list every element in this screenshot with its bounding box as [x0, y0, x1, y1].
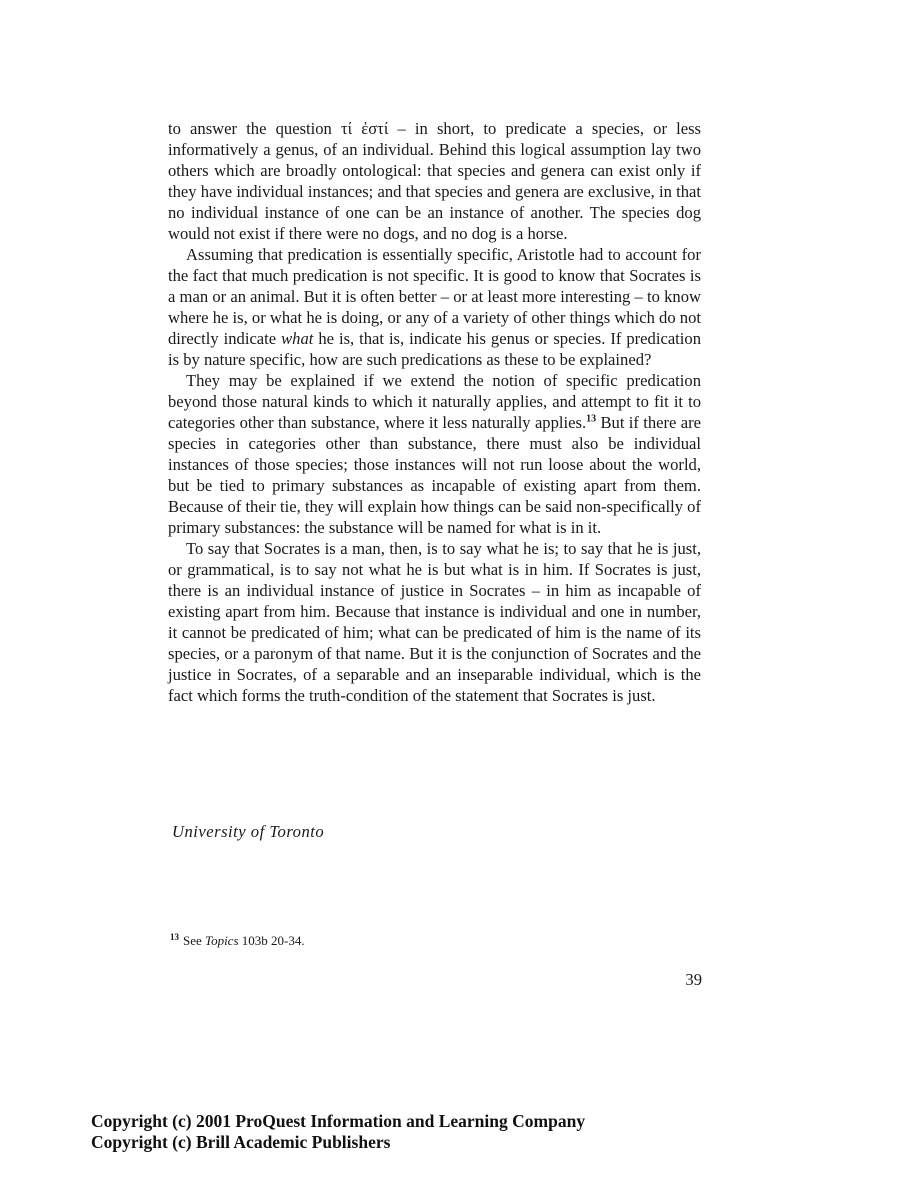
copyright-line-1: Copyright (c) 2001 ProQuest Information and Learning Company — [91, 1111, 586, 1131]
paragraph-text: – in short, to predicate a species, or less informatively a genus, of an individual. Behind this logical assumption lay two others which are broadly ontological: that species and genera can exist only if they have individual instances; and that species and genera are exclusive, in that no individual instance of one can be an instance of another. The species dog would not exist if there were no dogs, and no dog is a horse. — [168, 119, 702, 243]
paragraph-text: he is, that is, indicate his genus or species. If predication is by nature specific, how are such predications as these to be explained? — [168, 329, 701, 369]
paragraph-text: They may be explained if we extend the notion of specific predication beyond those natural kinds to which it naturally applies, and attempt to fit it to categories other than substance, where it less naturally applies. — [168, 371, 701, 432]
copyright-line-2: Copyright (c) Brill Academic Publishers — [91, 1132, 391, 1152]
footnote-locator: 103b 20-34. — [238, 933, 305, 948]
paragraph-text: to answer the question — [168, 119, 341, 138]
footnote-reference: 13 — [586, 413, 597, 425]
body-paragraph — [168, 370, 701, 538]
body-paragraph — [168, 118, 701, 244]
footnote — [170, 932, 305, 950]
emphasis-text: what — [281, 329, 314, 348]
paragraph-text: To say that Socrates is a man, then, is to say what he is; to say that he is just, or grammatical, is to say not what he is but what is in him. If Socrates is just, there is an individual instance of justice in Socrates – in him as incapable of existing apart from him. Because that instance is individual and one in number, it cannot be predicated of him; what can be predicated of him is the name of its species, or a paronym of that name. But it is the conjunction of Socrates and the justice in Socrates, of a separable and an inseparable individual, which is the fact which forms the truth-condition of the statement that Socrates is just. — [168, 539, 701, 705]
body-paragraph — [168, 538, 701, 706]
greek-phrase: τί ἐστί — [340, 119, 389, 138]
paragraph-text: But if there are species in categories other than substance, there must also be individual instances of those species; those instances will not run loose about the world, but be tied to primary substances as incapable of existing apart from them. Because of their tie, they will explain how things can be said non-specifically of primary substances: the substance will be named for what is in it. — [168, 413, 702, 537]
page-number: 39 — [685, 970, 702, 989]
footnote-prefix: See — [183, 933, 206, 948]
body-paragraph — [168, 244, 701, 370]
footnote-number: 13 — [170, 931, 179, 942]
body-text — [168, 118, 701, 706]
paragraph-text: Assuming that predication is essentially specific, Aristotle had to account for the fact that much predication is not specific. It is good to know that Socrates is a man or an animal. But it is often better – or at least more interesting – to know where he is, or what he is doing, or any of a variety of other things which do not directly indicate — [168, 245, 701, 348]
author-affiliation: University of Toronto — [172, 822, 325, 841]
copyright-notice — [91, 1111, 585, 1153]
footnote-work-title: Topics — [205, 933, 239, 948]
